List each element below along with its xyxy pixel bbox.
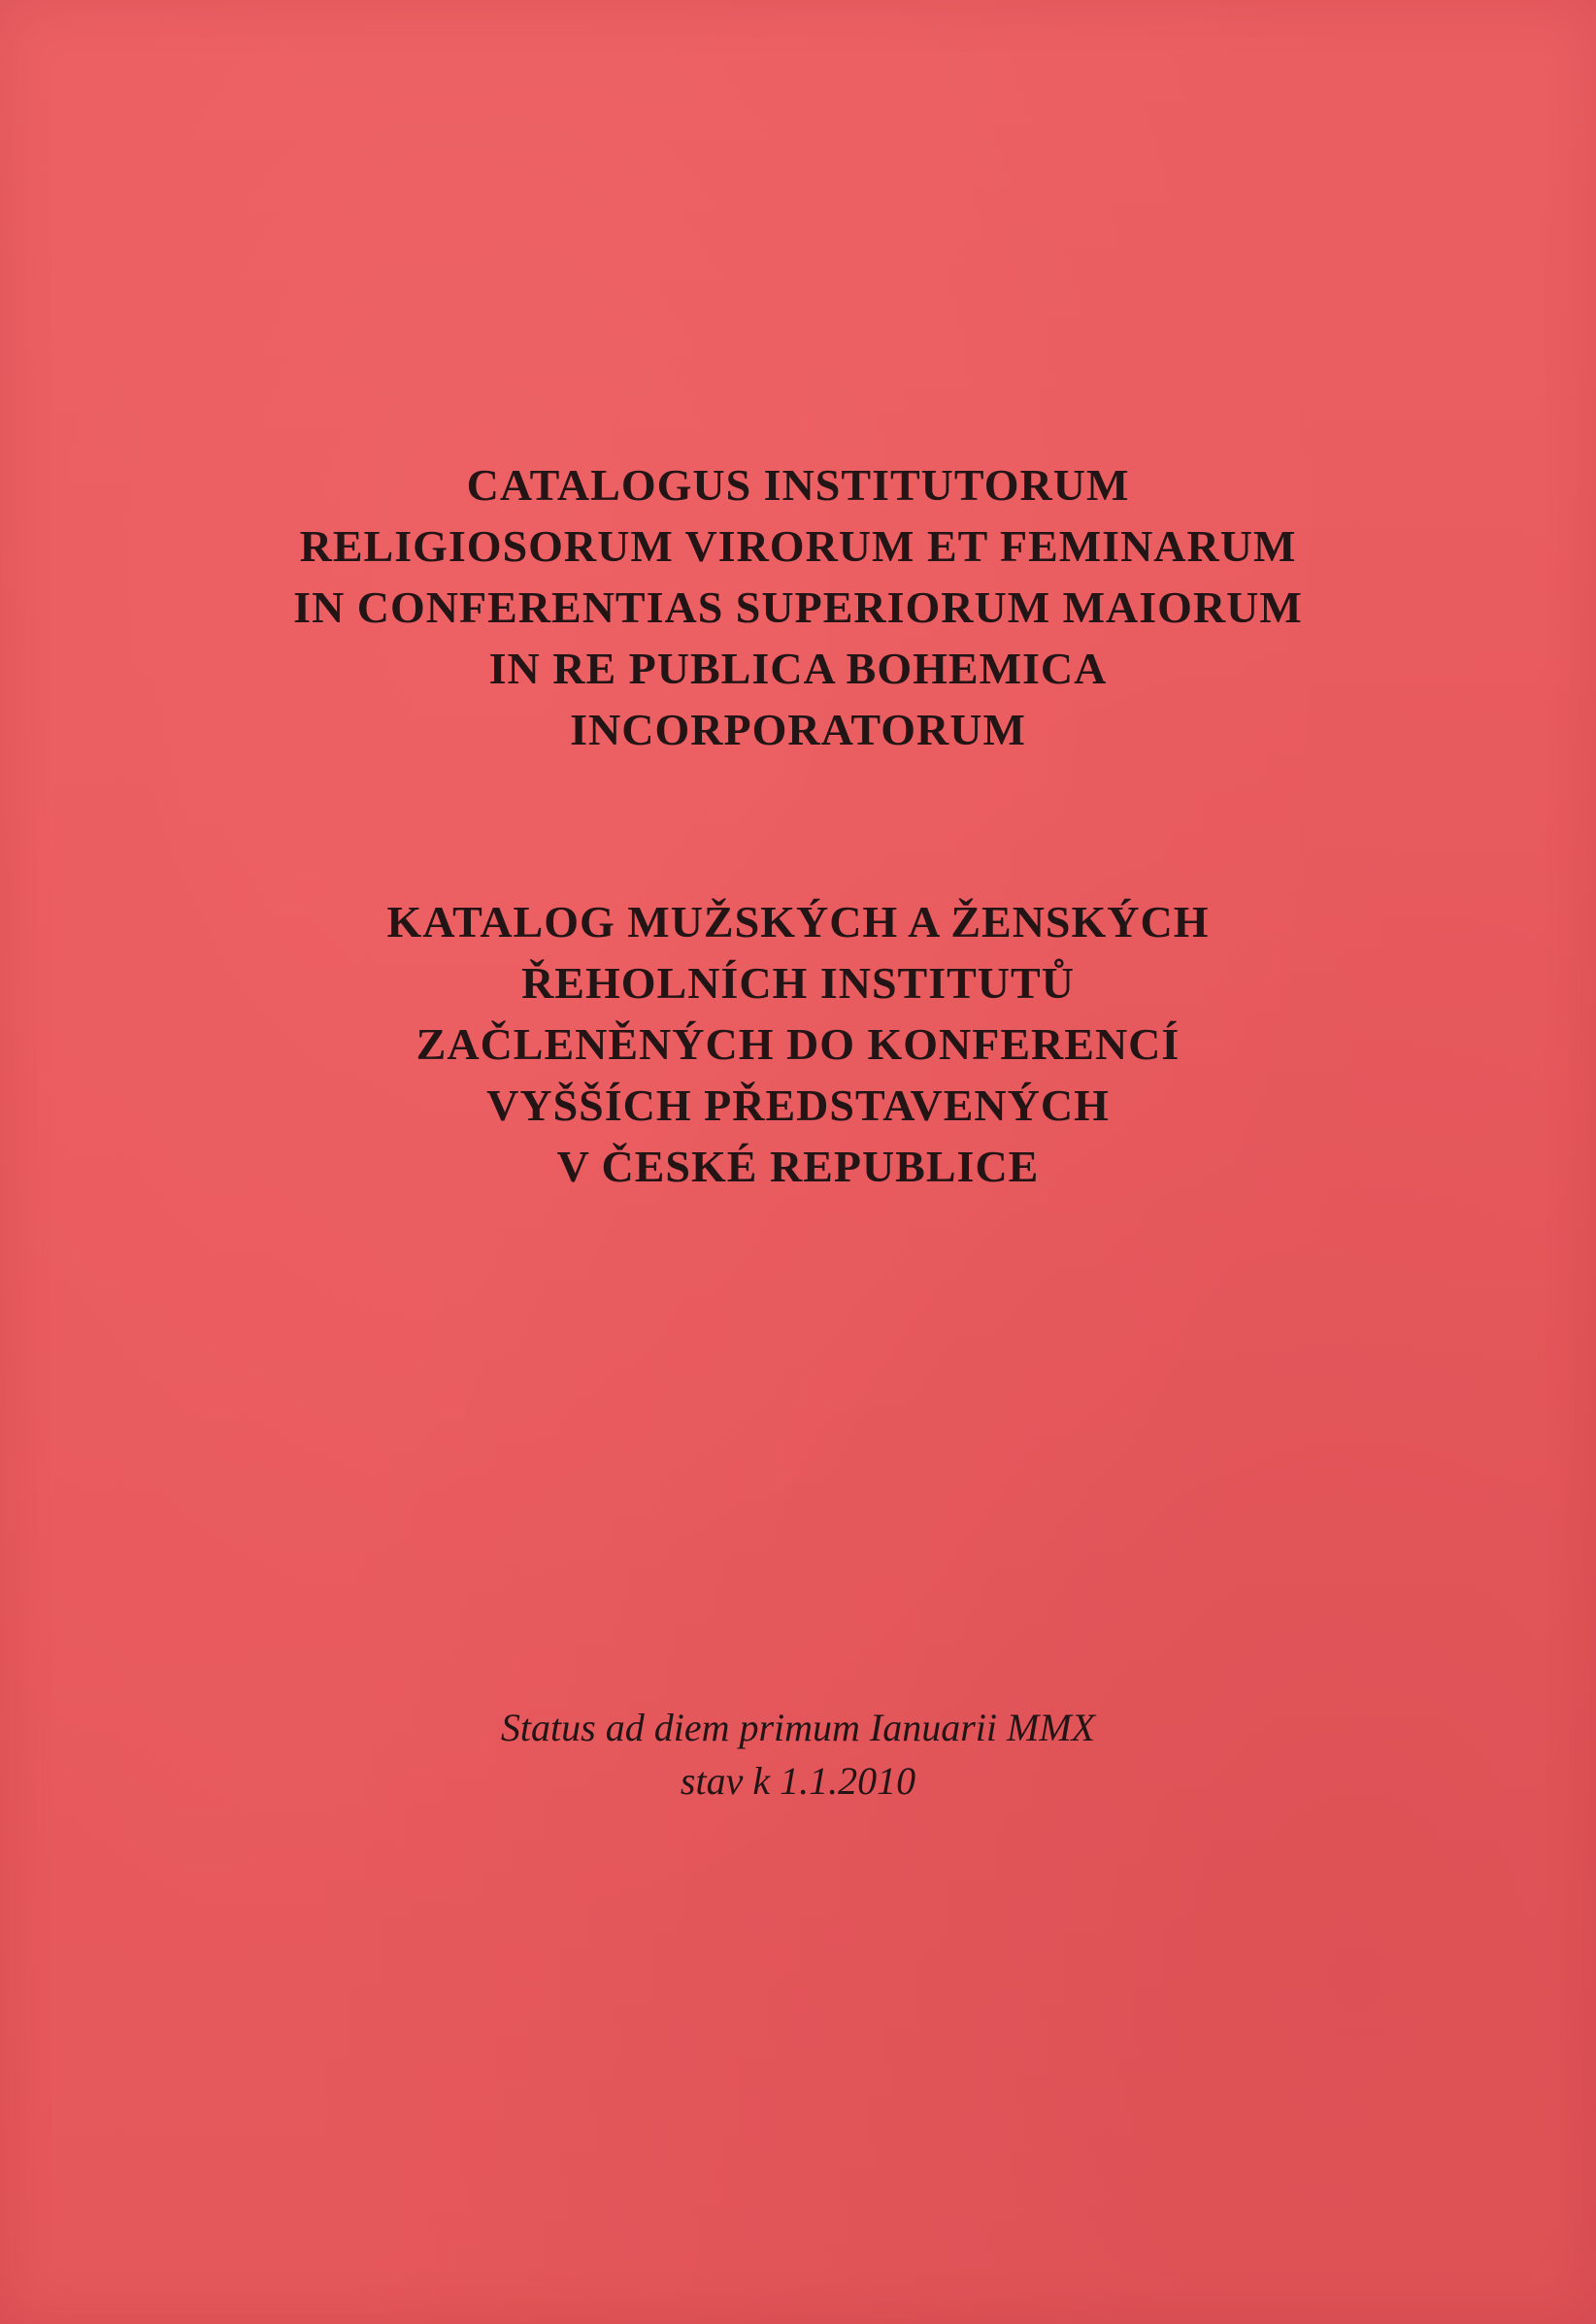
czech-title-line-4: VYŠŠÍCH PŘEDSTAVENÝCH (486, 1080, 1110, 1130)
latin-title-line-3: IN CONFERENTIAS SUPERIORUM MAIORUM (293, 582, 1303, 632)
czech-title-line-2: ŘEHOLNÍCH INSTITUTŮ (521, 958, 1075, 1008)
czech-title (0, 891, 1596, 1197)
czech-title-line-3: ZAČLENĚNÝCH DO KONFERENCÍ (416, 1019, 1180, 1069)
latin-title (0, 454, 1596, 760)
czech-title-line-5: V ČESKÉ REPUBLICE (556, 1142, 1040, 1191)
status-latin-line: Status ad diem primum Ianuarii MMX (500, 1706, 1096, 1749)
latin-title-line-1: CATALOGUS INSTITUTORUM (466, 460, 1130, 510)
status-czech-line: stav k 1.1.2010 (680, 1759, 916, 1803)
latin-title-line-2: RELIGIOSORUM VIRORUM ET FEMINARUM (299, 521, 1297, 571)
latin-title-line-5: INCORPORATORUM (570, 705, 1026, 754)
status-date (0, 1701, 1596, 1808)
latin-title-line-4: IN RE PUBLICA BOHEMICA (488, 644, 1108, 693)
czech-title-line-1: KATALOG MUŽSKÝCH A ŽENSKÝCH (386, 897, 1210, 946)
